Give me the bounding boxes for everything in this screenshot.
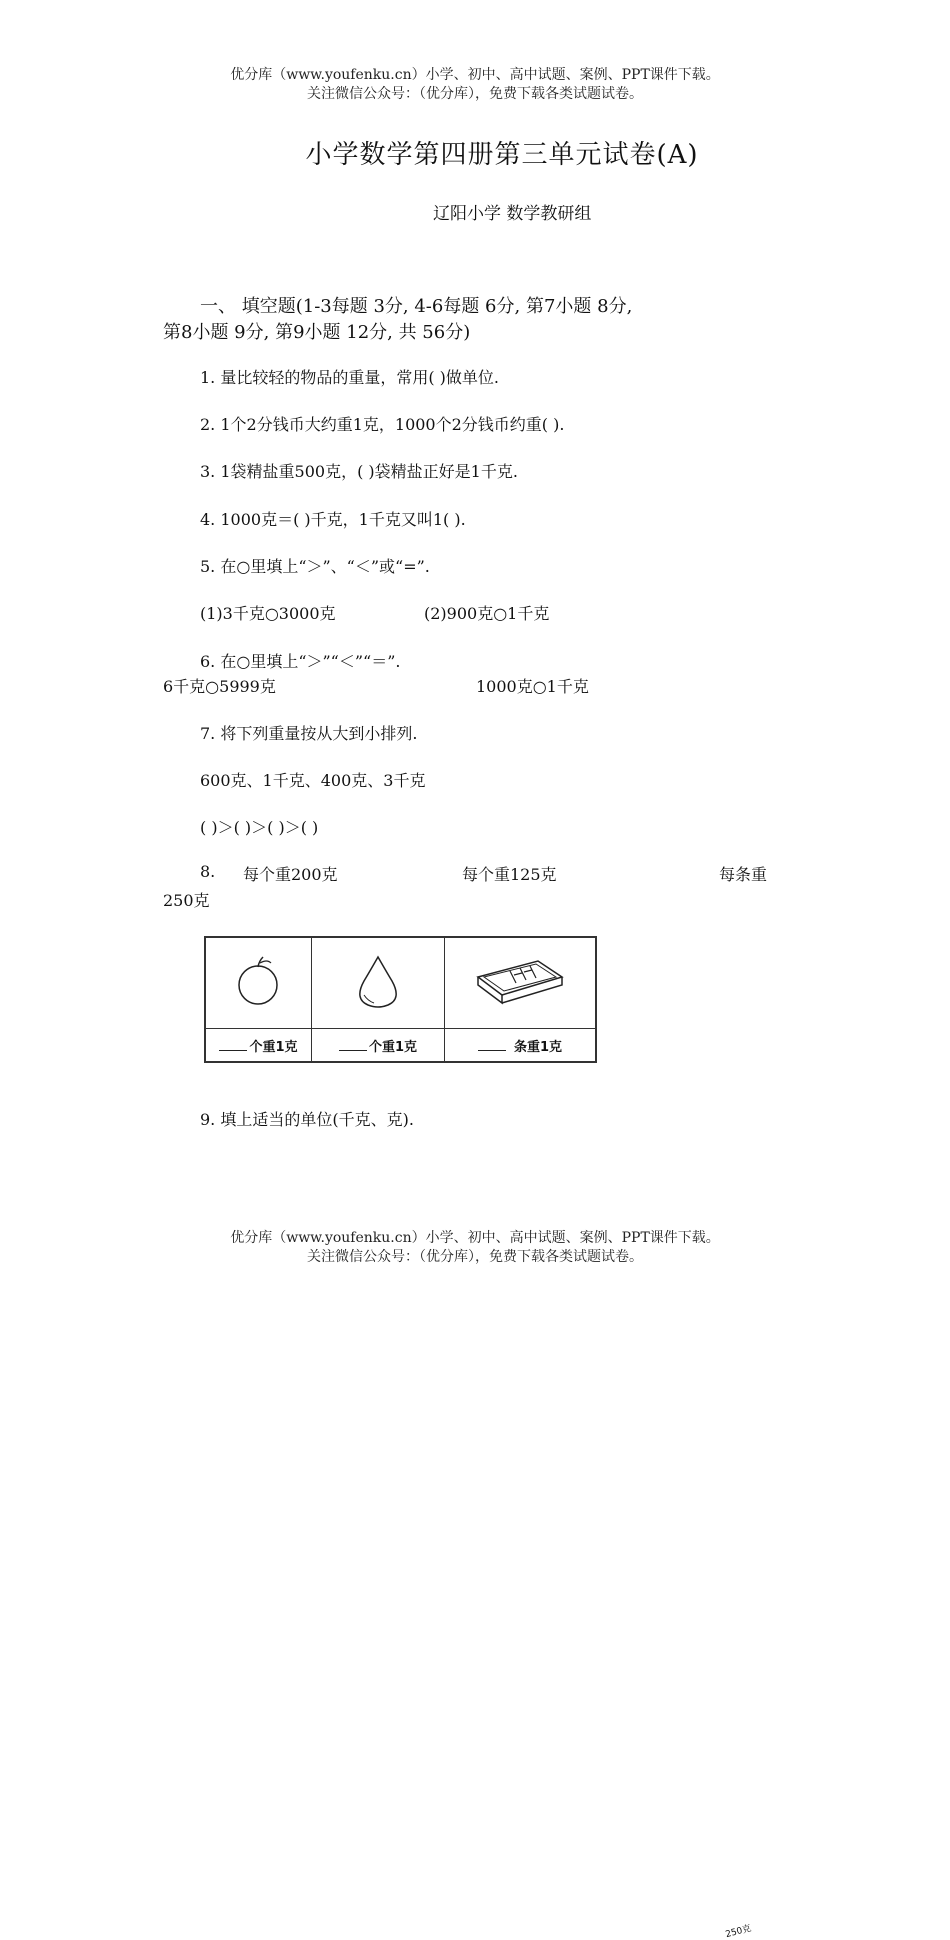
pear-label-cell — [312, 1029, 445, 1063]
question-7: 7. 将下列重量按从大到小排列. — [200, 724, 418, 743]
section-heading-line-2: 第8小题 9分, 第9小题 12分, 共 56分) — [163, 322, 471, 343]
apple-answer-blank[interactable] — [219, 1040, 247, 1051]
soap-label-cell — [445, 1029, 597, 1063]
header-line-2: 关注微信公众号：（优分库），免费下载各类试题试卷。 — [307, 86, 643, 102]
question-4: 4. 1000克＝( )千克，1千克又叫1( ). — [200, 510, 466, 529]
pear-answer-blank[interactable] — [339, 1040, 367, 1051]
pear-icon — [346, 951, 410, 1011]
pear-label: 个重1克 — [368, 1039, 418, 1055]
question-6: 6. 在○里填上“＞”“＜”“＝”. — [200, 652, 401, 671]
section-heading-line-1: 一、 填空题(1-3每题 3分, 4-6每题 6分, 第7小题 8分, — [200, 296, 633, 317]
question-8-soap-weight-cont: 250克 — [163, 891, 210, 910]
question-3: 3. 1袋精盐重500克，( )袋精盐正好是1千克. — [200, 462, 518, 481]
question-7-items: 600克、1千克、400克、3千克 — [200, 771, 426, 790]
footer-line-2: 关注微信公众号：（优分库），免费下载各类试题试卷。 — [307, 1249, 643, 1265]
apple-cell — [205, 937, 312, 1029]
question-5-part-1: (1)3千克○3000克 — [200, 604, 336, 623]
pear-cell — [312, 937, 445, 1029]
question-9: 9. 填上适当的单位(千克、克). — [200, 1110, 414, 1129]
question-5-part-2: (2)900克○1千克 — [424, 604, 550, 623]
header-line-1: 优分库（www.youfenku.cn）小学、初中、高中试题、案例、PPT课件下载。 — [230, 67, 720, 83]
question-7-order-blanks: ( )＞( )＞( )＞( ) — [200, 818, 319, 837]
question-6-part-2: 1000克○1千克 — [476, 677, 589, 696]
footer-line-1: 优分库（www.youfenku.cn）小学、初中、高中试题、案例、PPT课件下载。 — [230, 1230, 720, 1246]
apple-label: 个重1克 — [249, 1039, 298, 1055]
apple-label-cell — [205, 1029, 312, 1063]
question-1: 1. 量比较轻的物品的重量，常用( )做单位. — [200, 368, 500, 387]
soap-label: 条重1克 — [513, 1039, 563, 1055]
question-8-soap-weight: 每条重 — [719, 865, 768, 884]
page-title: 小学数学第四册第三单元试卷(A) — [305, 140, 699, 170]
question-6-part-1: 6千克○5999克 — [163, 677, 276, 696]
soap-box-label: 250克 — [724, 1923, 753, 1940]
question-8-apple-weight: 每个重200克 — [243, 865, 338, 884]
soap-box-icon — [470, 951, 570, 1011]
question-2: 2. 1个2分钱币大约重1克，1000个2分钱币约重( ). — [200, 415, 565, 434]
question-5: 5. 在○里填上“＞”、“＜”或“=”. — [200, 557, 430, 576]
author-line: 辽阳小学 数学教研组 — [433, 204, 592, 224]
question-8-number: 8. — [200, 862, 216, 881]
question-8-pear-weight: 每个重125克 — [462, 865, 557, 884]
apple-icon — [229, 951, 289, 1011]
soap-answer-blank[interactable] — [478, 1040, 506, 1051]
